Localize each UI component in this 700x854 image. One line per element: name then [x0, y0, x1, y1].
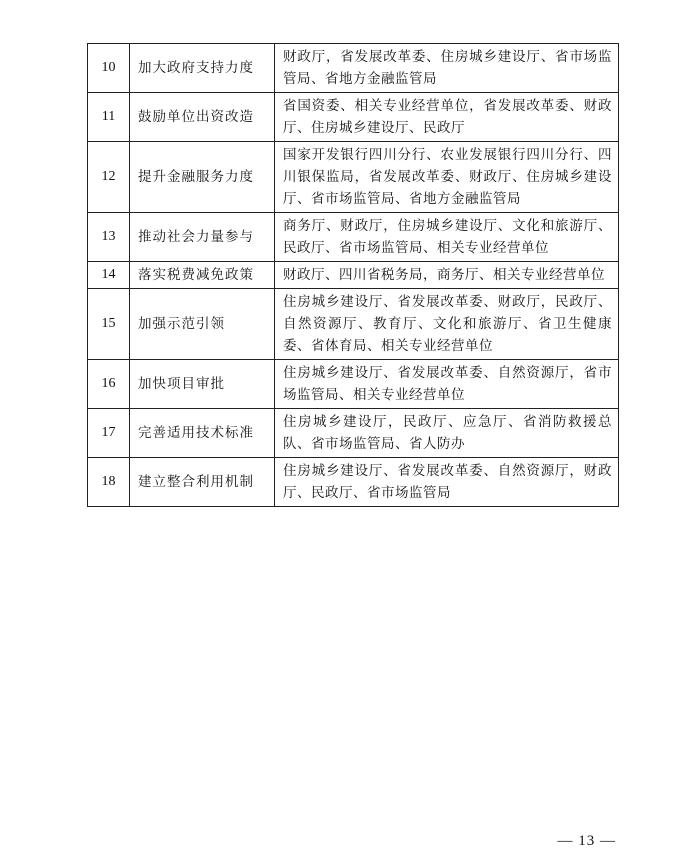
row-number: 12	[88, 142, 130, 213]
row-number: 10	[88, 44, 130, 93]
table-row	[88, 93, 619, 142]
page-number: — 13 —	[557, 833, 616, 849]
departments-cell: 省国资委、相关专业经营单位，省发展改革委、财政厅、住房城乡建设厅、民政厅	[275, 93, 619, 142]
row-number: 13	[88, 213, 130, 262]
row-number: 17	[88, 409, 130, 458]
measure-cell: 加快项目审批	[130, 360, 275, 409]
responsibility-table	[87, 43, 619, 507]
table-row	[88, 458, 619, 507]
table-row	[88, 360, 619, 409]
row-number: 11	[88, 93, 130, 142]
table-row	[88, 44, 619, 93]
departments-cell: 住房城乡建设厅、省发展改革委、自然资源厅，财政厅、民政厅、省市场监管局	[275, 458, 619, 507]
measure-cell: 建立整合利用机制	[130, 458, 275, 507]
row-number: 16	[88, 360, 130, 409]
departments-cell: 住房城乡建设厅，民政厅、应急厅、省消防救援总队、省市场监管局、省人防办	[275, 409, 619, 458]
measure-cell: 加大政府支持力度	[130, 44, 275, 93]
measure-cell: 落实税费减免政策	[130, 262, 275, 289]
departments-cell: 住房城乡建设厅、省发展改革委、自然资源厅，省市场监管局、相关专业经营单位	[275, 360, 619, 409]
table-body	[88, 44, 619, 507]
table-row	[88, 142, 619, 213]
departments-cell: 财政厅、四川省税务局，商务厅、相关专业经营单位	[275, 262, 619, 289]
departments-cell: 财政厅，省发展改革委、住房城乡建设厅、省市场监管局、省地方金融监管局	[275, 44, 619, 93]
table-row	[88, 409, 619, 458]
measure-cell: 推动社会力量参与	[130, 213, 275, 262]
table-row	[88, 213, 619, 262]
measure-cell: 加强示范引领	[130, 289, 275, 360]
table-row	[88, 289, 619, 360]
measure-cell: 提升金融服务力度	[130, 142, 275, 213]
departments-cell: 商务厅、财政厅，住房城乡建设厅、文化和旅游厅、民政厅、省市场监管局、相关专业经营单位	[275, 213, 619, 262]
row-number: 15	[88, 289, 130, 360]
measure-cell: 完善适用技术标准	[130, 409, 275, 458]
measure-cell: 鼓励单位出资改造	[130, 93, 275, 142]
departments-cell: 国家开发银行四川分行、农业发展银行四川分行、四川银保监局，省发展改革委、财政厅、住房城乡建设厅、省市场监管局、省地方金融监管局	[275, 142, 619, 213]
table-row	[88, 262, 619, 289]
row-number: 18	[88, 458, 130, 507]
departments-cell: 住房城乡建设厅、省发展改革委、财政厅，民政厅、自然资源厅、教育厅、文化和旅游厅、省卫生健康委、省体育局、相关专业经营单位	[275, 289, 619, 360]
row-number: 14	[88, 262, 130, 289]
